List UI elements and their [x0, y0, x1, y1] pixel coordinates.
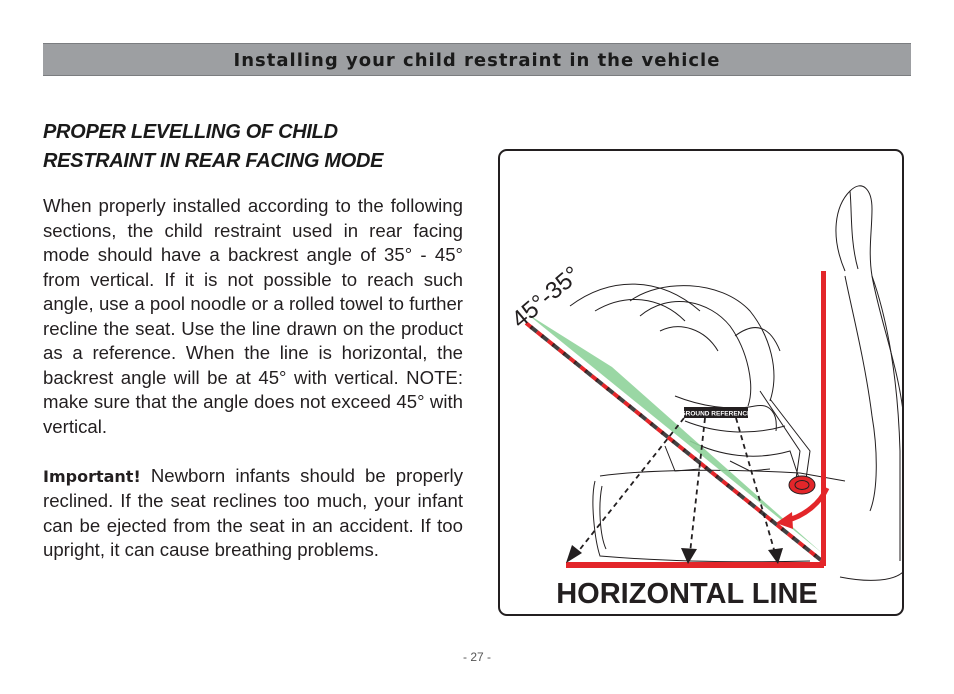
paragraph-important — [43, 464, 463, 563]
recline-angle-figure — [498, 149, 904, 616]
towel-roll-icon — [789, 476, 815, 494]
vehicle-seat-outline — [593, 186, 904, 581]
important-label: Important! — [43, 466, 141, 486]
body-text — [43, 194, 463, 563]
angle-wedge — [526, 313, 822, 553]
page-number: - 27 - — [462, 650, 491, 664]
vertical-reference-line — [821, 271, 826, 566]
section-title-line-1: PROPER LEVELLING OF CHILD — [43, 121, 338, 143]
ground-reference-label: GROUND REFERENCE — [680, 410, 752, 418]
section-title-line-2: RESTRAINT IN REAR FACING MODE — [43, 150, 384, 172]
section-title — [43, 118, 463, 176]
child-seat-shell — [570, 284, 700, 321]
paragraph-instructions: When properly installed according to the following sections, the child restraint used in rear facing mode should have a backrest angle of 35° - 45° from vertical. If it is not possible to reach such angle, use a pool noodle or a rolled towel to further recline the seat. Use the line drawn on the product as a reference. When the line is horizontal, the backrest angle will be at 45° with vertical. NOTE: make sure that the angle does not exceed 45° with vertical. — [43, 195, 463, 437]
horizontal-line-label: HORIZONTAL LINE — [556, 578, 818, 610]
reference-arrow-heads — [566, 545, 783, 564]
important-text: Newborn infants should be properly reclined. If the seat reclines too much, your infant can be ejected from the seat in an accident. If too upright, it can cause breathing problems. — [43, 464, 463, 560]
angle-label: 45°-35° — [506, 261, 586, 334]
figure-illustration — [500, 151, 904, 616]
horizontal-line-bar — [566, 562, 824, 568]
header-title: Installing your child restraint in the vehicle — [233, 50, 721, 71]
header-bar — [43, 43, 911, 76]
